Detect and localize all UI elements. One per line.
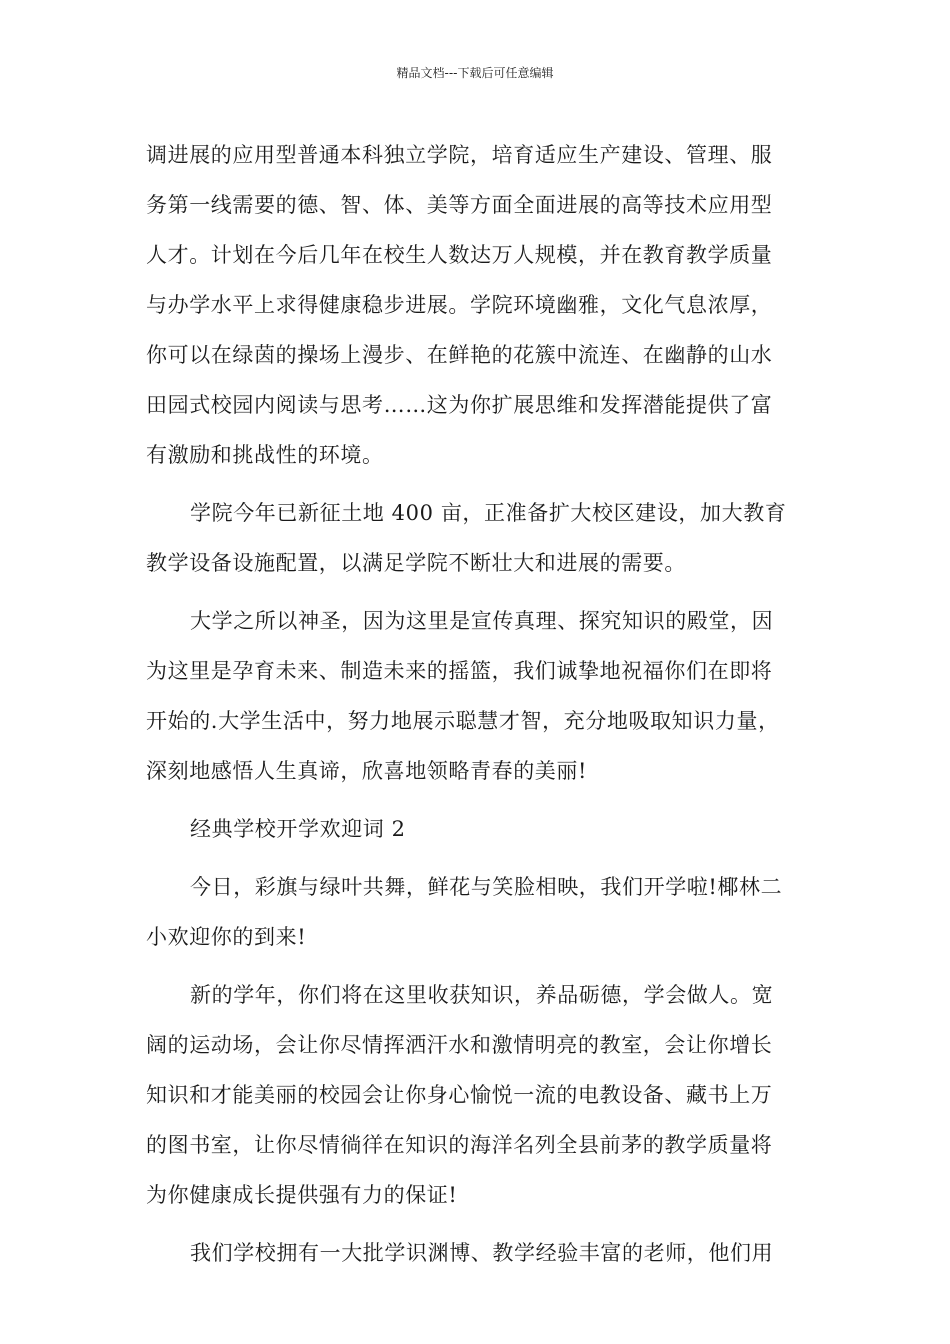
text-line: 学院今年已新征土地 400 亩，正准备扩大校区建设，加大教育 [190, 501, 787, 525]
text-line: 田园式校园内阅读与思考……这为你扩展思维和发挥潜能提供了富 [146, 393, 773, 417]
text-line: 你可以在绿茵的操场上漫步、在鲜艳的花簇中流连、在幽静的山水 [146, 343, 773, 367]
text-line: 有激励和挑战性的环境。 [146, 443, 384, 467]
text-line: 为你健康成长提供强有力的保证! [146, 1183, 458, 1207]
text-line: 深刻地感悟人生真谛，欣喜地领略青春的美丽! [146, 759, 588, 783]
text-line: 人才。计划在今后几年在校生人数达万人规模，并在教育教学质量 [146, 243, 773, 267]
paragraph [146, 596, 806, 796]
paragraph [146, 130, 806, 480]
text-line: 与办学水平上求得健康稳步进展。学院环境幽雅，文化气息浓厚， [146, 293, 773, 317]
heading-line: 经典学校开学欢迎词 2 [190, 817, 406, 841]
text-line: 大学之所以神圣，因为这里是宣传真理、探究知识的殿堂，因 [190, 609, 774, 633]
text-line: 为这里是孕育未来、制造未来的摇篮，我们诚挚地祝福你们在即将 [146, 659, 773, 683]
text-line: 小欢迎你的到来! [146, 925, 307, 949]
paragraph [146, 1228, 806, 1278]
text-line: 务第一线需要的德、智、体、美等方面全面进展的高等技术应用型 [146, 193, 773, 217]
text-line: 今日，彩旗与绿叶共舞，鲜花与笑脸相映，我们开学啦!椰林二 [190, 875, 783, 899]
text-line: 的图书室，让你尽情徜徉在知识的海洋名列全县前茅的教学质量将 [146, 1133, 773, 1157]
section-heading [146, 804, 806, 854]
paragraph [146, 970, 806, 1220]
text-line: 开始的.大学生活中，努力地展示聪慧才智，充分地吸取知识力量， [146, 709, 780, 733]
text-line: 新的学年，你们将在这里收获知识，养品砺德，学会做人。宽 [190, 983, 774, 1007]
paragraph [146, 488, 806, 588]
text-line: 知识和才能美丽的校园会让你身心愉悦一流的电教设备、藏书上万 [146, 1083, 773, 1107]
text-line: 我们学校拥有一大批学识渊博、教学经验丰富的老师，他们用 [190, 1241, 774, 1265]
document-body [146, 130, 806, 1278]
text-line: 阔的运动场，会让你尽情挥洒汗水和激情明亮的教室，会让你增长 [146, 1033, 773, 1057]
text-line: 调进展的应用型普通本科独立学院，培育适应生产建设、管理、服 [146, 143, 773, 167]
paragraph [146, 862, 806, 962]
page-header: 精品文档---下载后可任意编辑 [396, 66, 554, 80]
text-line: 教学设备设施配置，以满足学院不断壮大和进展的需要。 [146, 551, 686, 575]
